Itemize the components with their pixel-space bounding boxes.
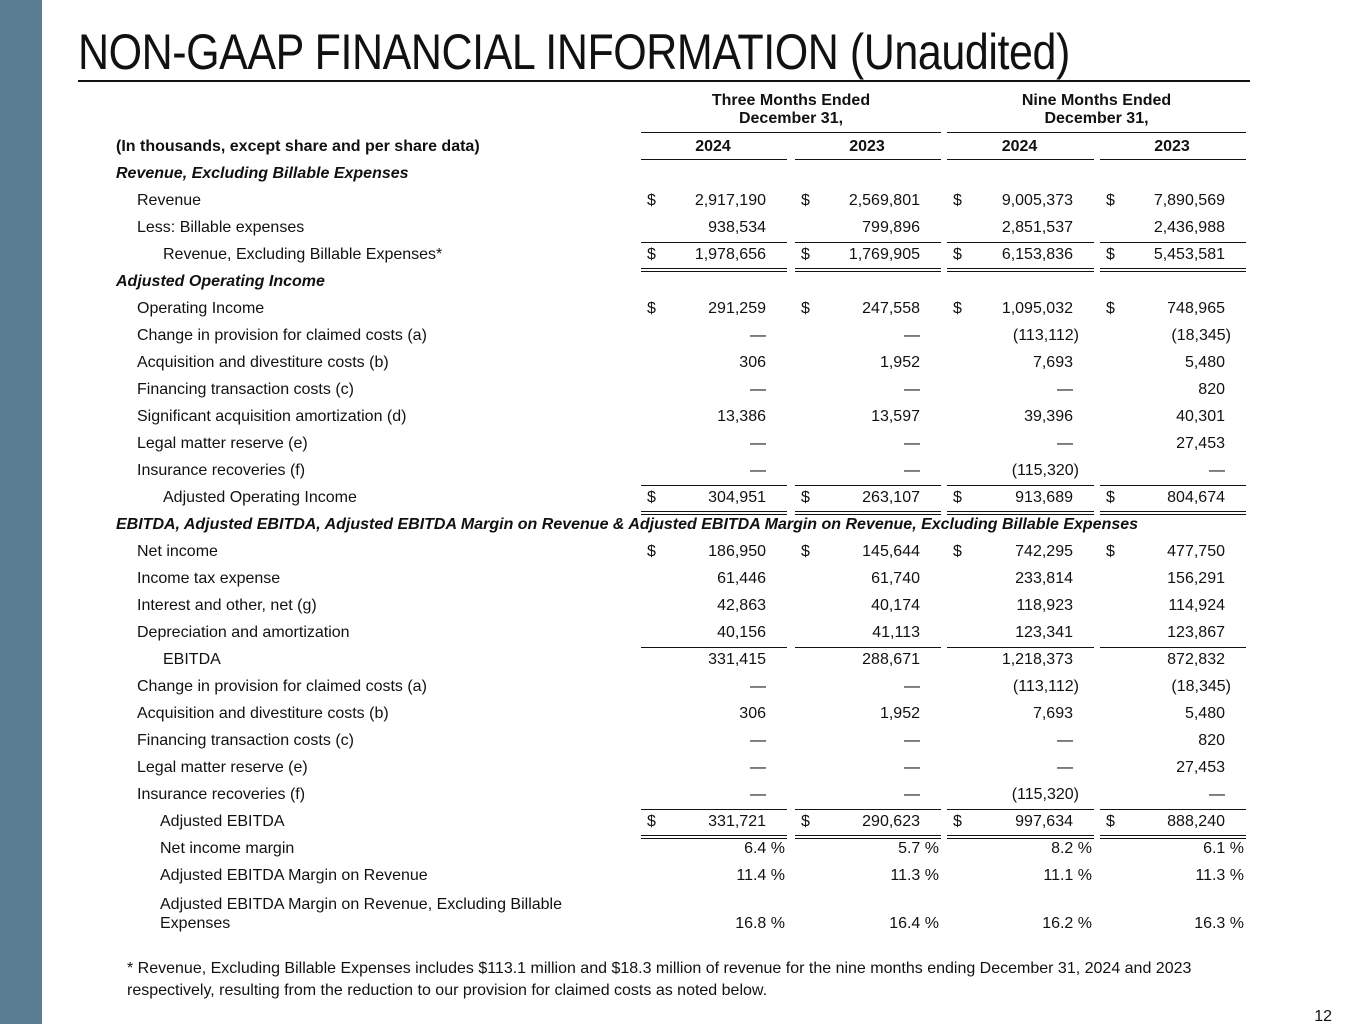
cell-value: 1,978,656 — [694, 246, 766, 263]
row-label: Adjusted EBITDA Margin on Revenue, Excluding Billable — [160, 896, 562, 913]
cell-double-underline — [947, 268, 1094, 272]
dollar-sign: $ — [647, 300, 656, 317]
cell-underline — [795, 809, 941, 810]
cell-value: 5,480 — [1184, 705, 1225, 722]
cell-value: 6,153,836 — [1001, 246, 1073, 263]
cell-underline — [1100, 809, 1246, 810]
column-group-subheader-2: December 31, — [1044, 110, 1149, 127]
row-label: Revenue — [137, 192, 202, 209]
row-label: Adjusted Operating Income — [163, 489, 357, 506]
row-label: Net income margin — [160, 840, 295, 857]
cell-value: 11.3 % — [1195, 867, 1244, 884]
row-label: Interest and other, net (g) — [137, 597, 317, 614]
cell-value: — — [904, 381, 920, 398]
cell-value: 13,597 — [871, 408, 920, 425]
dollar-sign: $ — [801, 192, 810, 209]
cell-value: 804,674 — [1167, 489, 1225, 506]
cell-value: 11.3 % — [890, 867, 939, 884]
cell-value: 331,415 — [708, 651, 766, 668]
row-label: Operating Income — [137, 300, 265, 317]
cell-value: — — [750, 786, 766, 803]
cell-value: 2,851,537 — [1001, 219, 1073, 236]
cell-value: (18,345) — [1171, 678, 1231, 695]
row-label: Legal matter reserve (e) — [137, 759, 308, 776]
column-group-header-1: Three Months Ended — [711, 92, 871, 109]
dollar-sign: $ — [1106, 543, 1115, 560]
cell-underline — [1100, 647, 1246, 648]
cell-value: 40,174 — [871, 597, 920, 614]
cell-underline — [795, 485, 941, 486]
cell-value: 39,396 — [1024, 408, 1073, 425]
year-header-4: 2023 — [1154, 138, 1190, 155]
dollar-sign: $ — [953, 489, 962, 506]
cell-value: (113,112) — [1012, 678, 1079, 695]
cell-value: 145,644 — [862, 543, 920, 560]
dollar-sign: $ — [953, 543, 962, 560]
year-header-rule — [947, 159, 1094, 160]
cell-value: 7,693 — [1032, 354, 1073, 371]
cell-value: — — [1057, 732, 1073, 749]
cell-value: — — [750, 462, 766, 479]
cell-value: 1,769,905 — [848, 246, 920, 263]
page-title: NON-GAAP FINANCIAL INFORMATION (Unaudited) — [78, 24, 1070, 80]
cell-value: 938,534 — [708, 219, 766, 236]
cell-value: — — [904, 435, 920, 452]
cell-value: 233,814 — [1015, 570, 1073, 587]
dollar-sign: $ — [953, 300, 962, 317]
row-label: Depreciation and amortization — [137, 624, 350, 641]
cell-value: 1,952 — [879, 705, 920, 722]
cell-value: 5,453,581 — [1153, 246, 1225, 263]
row-label-continued: Expenses — [160, 915, 231, 932]
dollar-sign: $ — [1106, 813, 1115, 830]
cell-value: — — [904, 327, 920, 344]
cell-value: 41,113 — [872, 624, 920, 641]
cell-value: 247,558 — [862, 300, 920, 317]
cell-value: 888,240 — [1167, 813, 1225, 830]
dollar-sign: $ — [1106, 246, 1115, 263]
cell-value: 477,750 — [1167, 543, 1225, 560]
dollar-sign: $ — [1106, 300, 1115, 317]
row-label: Adjusted EBITDA — [160, 813, 285, 830]
cell-value: — — [1209, 786, 1225, 803]
cell-value: — — [1057, 435, 1073, 452]
dollar-sign: $ — [801, 489, 810, 506]
cell-value: 913,689 — [1015, 489, 1073, 506]
cell-value: 331,721 — [708, 813, 766, 830]
dollar-sign: $ — [801, 813, 810, 830]
cell-underline — [641, 485, 787, 486]
dollar-sign: $ — [1106, 489, 1115, 506]
row-label: Change in provision for claimed costs (a) — [137, 327, 427, 344]
section-heading: Revenue, Excluding Billable Expenses — [116, 165, 409, 182]
year-header-rule — [795, 159, 941, 160]
row-label: Acquisition and divestiture costs (b) — [137, 354, 389, 371]
cell-value: — — [750, 678, 766, 695]
cell-value: 11.1 % — [1043, 867, 1092, 884]
dollar-sign: $ — [647, 543, 656, 560]
cell-value: 820 — [1198, 732, 1225, 749]
cell-value: 6.1 % — [1203, 840, 1244, 857]
row-label: EBITDA — [163, 651, 221, 668]
section-heading: Adjusted Operating Income — [116, 273, 325, 290]
cell-value: 6.4 % — [744, 840, 785, 857]
group-header-rule — [947, 132, 1246, 133]
row-label: Income tax expense — [137, 570, 281, 587]
cell-value: — — [750, 732, 766, 749]
cell-value: 2,436,988 — [1153, 219, 1225, 236]
cell-value: — — [904, 786, 920, 803]
column-group-subheader-1: December 31, — [738, 110, 844, 127]
cell-value: 7,890,569 — [1153, 192, 1225, 209]
cell-value: 5,480 — [1184, 354, 1225, 371]
cell-value: — — [1057, 381, 1073, 398]
cell-value: — — [750, 759, 766, 776]
year-header-1: 2024 — [695, 138, 731, 155]
cell-value: 186,950 — [708, 543, 766, 560]
dollar-sign: $ — [953, 246, 962, 263]
cell-value: — — [750, 435, 766, 452]
year-header-2: 2023 — [849, 138, 885, 155]
cell-value: 8.2 % — [1051, 840, 1092, 857]
dollar-sign: $ — [647, 489, 656, 506]
cell-value: 118,923 — [1016, 597, 1073, 614]
cell-value: 11.4 % — [736, 867, 785, 884]
row-label: Change in provision for claimed costs (a) — [137, 678, 427, 695]
cell-value: 748,965 — [1167, 300, 1225, 317]
row-label: Financing transaction costs (c) — [137, 381, 354, 398]
dollar-sign: $ — [953, 813, 962, 830]
units-note: (In thousands, except share and per share data) — [116, 138, 480, 155]
row-label: Legal matter reserve (e) — [137, 435, 308, 452]
cell-underline — [641, 242, 787, 243]
dollar-sign: $ — [1106, 192, 1115, 209]
row-label: Insurance recoveries (f) — [137, 462, 306, 479]
group-header-rule — [641, 132, 941, 133]
year-header-rule — [1100, 159, 1246, 160]
cell-value: 820 — [1198, 381, 1225, 398]
row-label: Significant acquisition amortization (d) — [137, 408, 407, 425]
dollar-sign: $ — [801, 543, 810, 560]
cell-value: — — [904, 462, 920, 479]
cell-value: 9,005,373 — [1001, 192, 1073, 209]
cell-underline — [641, 647, 787, 648]
cell-underline — [641, 809, 787, 810]
cell-value: 263,107 — [862, 489, 920, 506]
cell-value: 288,671 — [862, 651, 920, 668]
cell-value: 742,295 — [1015, 543, 1073, 560]
row-label: Net income — [137, 543, 218, 560]
cell-double-underline — [641, 268, 787, 272]
footnote: * Revenue, Excluding Billable Expenses includes $113.1 million and $18.3 million of revenue for the nine months ending December 31, 2024 and 2023 respectively, resulting from the reduction to our provision for claimed costs as noted below. — [127, 960, 1192, 999]
cell-value: 2,569,801 — [848, 192, 920, 209]
cell-value: 7,693 — [1032, 705, 1073, 722]
dollar-sign: $ — [647, 246, 656, 263]
cell-value: (115,320) — [1011, 786, 1079, 803]
cell-underline — [947, 647, 1094, 648]
cell-value: (115,320) — [1011, 462, 1079, 479]
cell-underline — [795, 647, 941, 648]
cell-value: 290,623 — [862, 813, 920, 830]
cell-value: 40,301 — [1176, 408, 1225, 425]
cell-value: 1,095,032 — [1001, 300, 1073, 317]
year-header-3: 2024 — [1001, 138, 1038, 155]
cell-value: 16.8 % — [735, 915, 785, 932]
cell-underline — [947, 809, 1094, 810]
cell-value: 2,917,190 — [694, 192, 766, 209]
dollar-sign: $ — [647, 813, 656, 830]
cell-underline — [1100, 242, 1246, 243]
cell-underline — [947, 242, 1094, 243]
row-label: Insurance recoveries (f) — [137, 786, 306, 803]
cell-value: 16.4 % — [889, 915, 939, 932]
dollar-sign: $ — [953, 192, 962, 209]
cell-value: — — [904, 759, 920, 776]
cell-value: — — [1209, 462, 1225, 479]
cell-value: 5.7 % — [898, 840, 939, 857]
dollar-sign: $ — [801, 300, 810, 317]
cell-value: 1,218,373 — [1001, 651, 1073, 668]
cell-value: 997,634 — [1015, 813, 1073, 830]
page-number: 12 — [1314, 1008, 1332, 1025]
cell-value: (18,345) — [1171, 327, 1231, 344]
cell-value: 61,446 — [717, 570, 766, 587]
row-label: Financing transaction costs (c) — [137, 732, 354, 749]
cell-value: — — [904, 678, 920, 695]
cell-value: 291,259 — [708, 300, 766, 317]
cell-value: — — [904, 732, 920, 749]
dollar-sign: $ — [801, 246, 810, 263]
cell-value: 13,386 — [717, 408, 766, 425]
row-label: Acquisition and divestiture costs (b) — [137, 705, 389, 722]
row-label: Revenue, Excluding Billable Expenses* — [163, 246, 443, 263]
cell-underline — [947, 485, 1094, 486]
cell-value: 27,453 — [1176, 435, 1225, 452]
cell-underline — [795, 242, 941, 243]
column-group-header-2: Nine Months Ended — [1021, 92, 1172, 109]
cell-value: (113,112) — [1012, 327, 1079, 344]
cell-underline — [1100, 485, 1246, 486]
cell-value: 872,832 — [1167, 651, 1225, 668]
cell-value: 61,740 — [871, 570, 920, 587]
cell-value: 123,341 — [1015, 624, 1073, 641]
cell-double-underline — [795, 268, 941, 272]
dollar-sign: $ — [647, 192, 656, 209]
year-header-rule — [641, 159, 787, 160]
cell-value: 1,952 — [879, 354, 920, 371]
cell-value: 40,156 — [717, 624, 766, 641]
cell-value: 306 — [739, 705, 766, 722]
row-label: Adjusted EBITDA Margin on Revenue — [160, 867, 428, 884]
cell-value: — — [750, 327, 766, 344]
cell-value: 16.3 % — [1194, 915, 1244, 932]
cell-value: 304,951 — [708, 489, 766, 506]
section-heading: EBITDA, Adjusted EBITDA, Adjusted EBITDA Margin on Revenue & Adjusted EBITDA Margin on Revenue, Excluding Billable Expenses — [116, 516, 1139, 533]
row-label: Less: Billable expenses — [137, 219, 305, 236]
cell-value: 306 — [739, 354, 766, 371]
cell-value: — — [750, 381, 766, 398]
cell-value: 156,291 — [1167, 570, 1225, 587]
cell-value: 114,924 — [1168, 597, 1225, 614]
cell-value: 123,867 — [1167, 624, 1225, 641]
cell-double-underline — [1100, 268, 1246, 272]
cell-value: 16.2 % — [1042, 915, 1092, 932]
cell-value: — — [1057, 759, 1073, 776]
cell-value: 799,896 — [862, 219, 920, 236]
cell-value: 27,453 — [1176, 759, 1225, 776]
cell-value: 42,863 — [717, 597, 766, 614]
